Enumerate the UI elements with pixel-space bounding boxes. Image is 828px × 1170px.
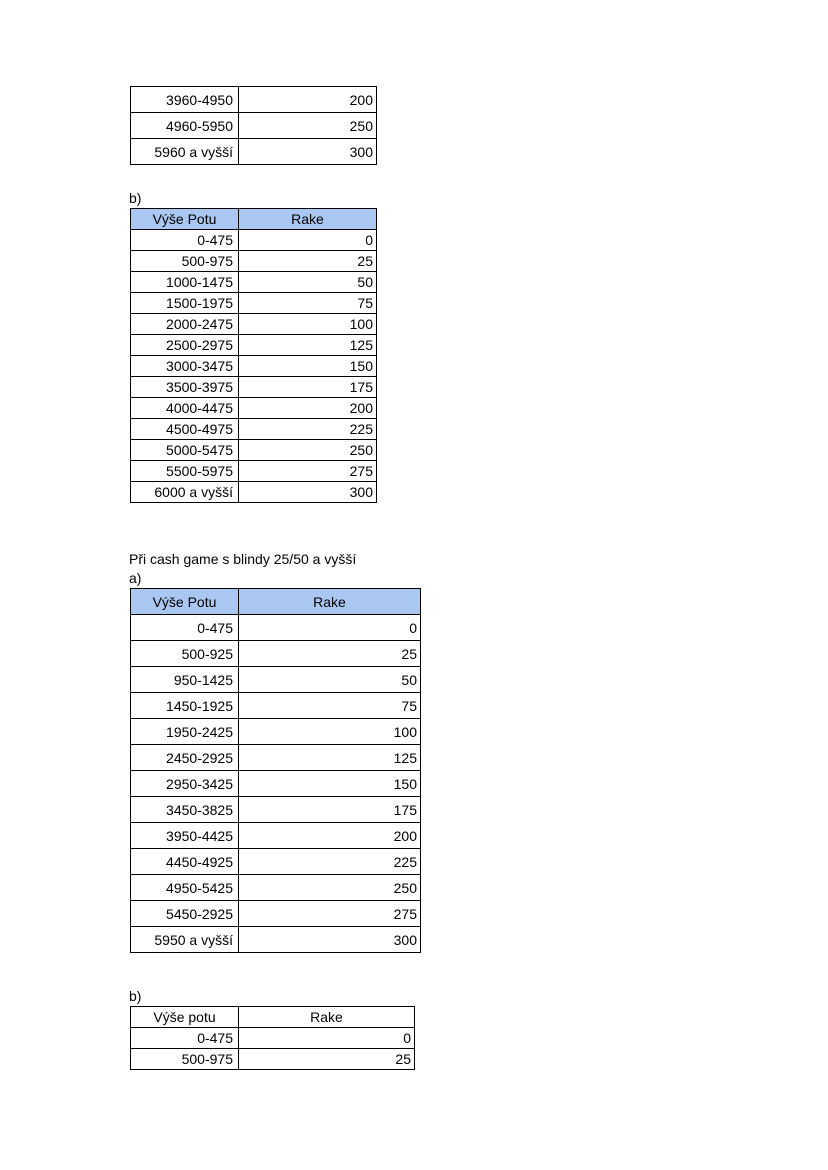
table-header	[131, 1007, 415, 1028]
rake-value-cell: 250	[239, 440, 377, 461]
table-row	[131, 139, 377, 165]
table-header-row	[131, 209, 377, 230]
rake-value-cell: 250	[239, 875, 421, 901]
pot-range-cell: 4500-4975	[131, 419, 239, 440]
table-row	[131, 251, 377, 272]
table-row	[131, 113, 377, 139]
pot-range-cell: 1000-1475	[131, 272, 239, 293]
rake-value-cell: 150	[239, 771, 421, 797]
rake-value-cell: 75	[239, 293, 377, 314]
table-row	[131, 1049, 415, 1070]
column-header-pot: Výše potu	[131, 1007, 239, 1028]
pot-range-cell: 3500-3975	[131, 377, 239, 398]
table-row	[131, 849, 421, 875]
table-row	[131, 314, 377, 335]
section2-a-label: a)	[129, 570, 142, 586]
table-row	[131, 1028, 415, 1049]
rake-value-cell: 200	[239, 398, 377, 419]
pot-range-cell: 2500-2975	[131, 335, 239, 356]
table-row	[131, 377, 377, 398]
table-header	[131, 589, 421, 615]
table-row	[131, 927, 421, 953]
rake-value-cell: 50	[239, 272, 377, 293]
table-row	[131, 875, 421, 901]
rake-value-cell: 100	[239, 314, 377, 335]
table-row	[131, 293, 377, 314]
table-row	[131, 901, 421, 927]
table-row	[131, 823, 421, 849]
rake-value-cell: 25	[239, 641, 421, 667]
table-row	[131, 667, 421, 693]
rake-table-section2-a-body	[131, 615, 421, 953]
pot-range-cell: 4000-4475	[131, 398, 239, 419]
pot-range-cell: 1450-1925	[131, 693, 239, 719]
table-row	[131, 398, 377, 419]
table-row	[131, 719, 421, 745]
pot-range-cell: 3950-4425	[131, 823, 239, 849]
rake-value-cell: 0	[239, 615, 421, 641]
rake-value-cell: 175	[239, 377, 377, 398]
rake-table-section1-b-body	[131, 230, 377, 503]
table-row	[131, 335, 377, 356]
table-row	[131, 356, 377, 377]
pot-range-cell: 5960 a vyšší	[131, 139, 239, 165]
table-row	[131, 440, 377, 461]
column-header-rake: Rake	[239, 209, 377, 230]
table-header-row	[131, 589, 421, 615]
rake-value-cell: 75	[239, 693, 421, 719]
rake-value-cell: 200	[239, 823, 421, 849]
rake-value-cell: 275	[239, 461, 377, 482]
table-row	[131, 87, 377, 113]
rake-table-section2-b	[130, 1006, 415, 1070]
table-row	[131, 797, 421, 823]
pot-range-cell: 2450-2925	[131, 745, 239, 771]
pot-range-cell: 1500-1975	[131, 293, 239, 314]
pot-range-cell: 0-475	[131, 1028, 239, 1049]
pot-range-cell: 4950-5425	[131, 875, 239, 901]
rake-value-cell: 125	[239, 745, 421, 771]
rake-value-cell: 25	[239, 1049, 415, 1070]
section1-b-label: b)	[129, 190, 142, 206]
pot-range-cell: 5950 a vyšší	[131, 927, 239, 953]
pot-range-cell: 5500-5975	[131, 461, 239, 482]
section2-b-label: b)	[129, 988, 142, 1004]
rake-table-section2-b-body	[131, 1028, 415, 1070]
column-header-pot: Výše Potu	[131, 589, 239, 615]
rake-value-cell: 300	[239, 482, 377, 503]
rake-value-cell: 200	[239, 87, 377, 113]
table-header	[131, 209, 377, 230]
table-row	[131, 461, 377, 482]
pot-range-cell: 500-975	[131, 1049, 239, 1070]
pot-range-cell: 3960-4950	[131, 87, 239, 113]
pot-range-cell: 2000-2475	[131, 314, 239, 335]
rake-value-cell: 225	[239, 849, 421, 875]
pot-range-cell: 0-475	[131, 615, 239, 641]
table-row	[131, 771, 421, 797]
table-row	[131, 641, 421, 667]
rake-value-cell: 125	[239, 335, 377, 356]
rake-value-cell: 150	[239, 356, 377, 377]
rake-value-cell: 50	[239, 667, 421, 693]
pot-range-cell: 4960-5950	[131, 113, 239, 139]
table-header-row	[131, 1007, 415, 1028]
pot-range-cell: 5450-2925	[131, 901, 239, 927]
column-header-rake: Rake	[239, 1007, 415, 1028]
pot-range-cell: 3450-3825	[131, 797, 239, 823]
column-header-pot: Výše Potu	[131, 209, 239, 230]
rake-value-cell: 300	[239, 139, 377, 165]
section2-heading: Při cash game s blindy 25/50 a vyšší	[129, 551, 357, 567]
rake-table-top	[130, 86, 377, 165]
table-row	[131, 482, 377, 503]
rake-value-cell: 0	[239, 230, 377, 251]
pot-range-cell: 0-475	[131, 230, 239, 251]
table-row	[131, 615, 421, 641]
pot-range-cell: 4450-4925	[131, 849, 239, 875]
pot-range-cell: 2950-3425	[131, 771, 239, 797]
table-row	[131, 745, 421, 771]
pot-range-cell: 3000-3475	[131, 356, 239, 377]
rake-value-cell: 0	[239, 1028, 415, 1049]
table-row	[131, 693, 421, 719]
rake-value-cell: 275	[239, 901, 421, 927]
rake-value-cell: 300	[239, 927, 421, 953]
pot-range-cell: 950-1425	[131, 667, 239, 693]
table-row	[131, 419, 377, 440]
rake-value-cell: 250	[239, 113, 377, 139]
rake-table-top-body	[131, 87, 377, 165]
rake-table-section1-b	[130, 208, 377, 503]
pot-range-cell: 500-925	[131, 641, 239, 667]
pot-range-cell: 6000 a vyšší	[131, 482, 239, 503]
rake-table-section2-a	[130, 588, 421, 953]
rake-value-cell: 25	[239, 251, 377, 272]
table-row	[131, 272, 377, 293]
pot-range-cell: 1950-2425	[131, 719, 239, 745]
column-header-rake: Rake	[239, 589, 421, 615]
rake-value-cell: 100	[239, 719, 421, 745]
table-row	[131, 230, 377, 251]
pot-range-cell: 500-975	[131, 251, 239, 272]
rake-value-cell: 175	[239, 797, 421, 823]
rake-value-cell: 225	[239, 419, 377, 440]
pot-range-cell: 5000-5475	[131, 440, 239, 461]
